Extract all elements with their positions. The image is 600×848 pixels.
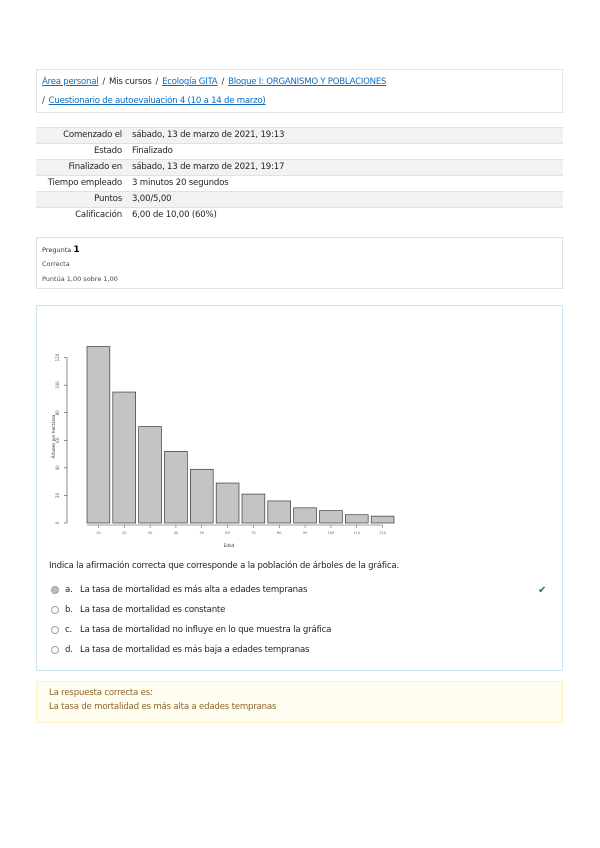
question-number-value: 1 bbox=[73, 245, 80, 255]
answer-text: La tasa de mortalidad es más alta a edades tempranas bbox=[80, 585, 308, 595]
question-number bbox=[42, 245, 80, 255]
summary-value: 6,00 de 10,00 (60%) bbox=[132, 210, 217, 220]
answer-text: La tasa de mortalidad es más baja a edades tempranas bbox=[80, 645, 310, 655]
summary-row bbox=[36, 144, 563, 160]
summary-label: Puntos bbox=[94, 194, 122, 204]
bar bbox=[165, 451, 188, 523]
x-axis-label: Edad bbox=[223, 543, 235, 548]
question-content bbox=[36, 305, 563, 671]
answer-radio[interactable] bbox=[51, 626, 59, 634]
summary-value: 3 minutos 20 segundos bbox=[132, 178, 229, 188]
summary-row bbox=[36, 208, 563, 224]
x-tick-label: 80 bbox=[276, 531, 282, 535]
breadcrumb-home-link[interactable]: Área personal bbox=[42, 77, 99, 87]
summary-value: Finalizado bbox=[132, 146, 173, 156]
breadcrumb-courses: Mis cursos bbox=[109, 77, 152, 87]
y-tick-label: 60 bbox=[55, 437, 60, 443]
summary-row bbox=[36, 192, 563, 208]
x-tick-label: 10 bbox=[96, 531, 101, 535]
breadcrumb-section-link[interactable]: Bloque I: ORGANISMO Y POBLACIONES bbox=[228, 77, 387, 87]
bar bbox=[216, 483, 239, 523]
summary-label: Tiempo empleado bbox=[47, 178, 122, 188]
answer-letter: b. bbox=[65, 605, 73, 615]
survivorship-bar-chart bbox=[41, 320, 401, 560]
answer-letter: c. bbox=[65, 625, 73, 635]
answer-option[interactable] bbox=[51, 585, 307, 595]
question-state: Correcta bbox=[42, 260, 70, 268]
summary-row bbox=[36, 160, 563, 176]
x-tick-label: 110 bbox=[353, 531, 361, 535]
summary-label: Finalizado en bbox=[68, 162, 122, 172]
summary-label: Calificación bbox=[75, 210, 122, 220]
bar bbox=[139, 427, 162, 524]
bar bbox=[345, 515, 368, 523]
x-tick-label: 50 bbox=[199, 531, 205, 535]
summary-row bbox=[36, 176, 563, 192]
x-tick-label: 40 bbox=[173, 531, 179, 535]
breadcrumb-separator: / bbox=[221, 77, 225, 87]
bar bbox=[87, 347, 110, 523]
bar bbox=[113, 392, 136, 523]
answer-option[interactable] bbox=[51, 625, 331, 635]
question-grade: Puntúa 1,00 sobre 1,00 bbox=[42, 275, 118, 283]
answer-option[interactable] bbox=[51, 645, 309, 655]
y-tick-label: 20 bbox=[55, 492, 60, 498]
summary-value: 3,00/5,00 bbox=[132, 194, 172, 204]
question-info bbox=[36, 237, 563, 289]
correct-answer-feedback bbox=[36, 681, 563, 723]
x-tick-label: 60 bbox=[225, 531, 230, 535]
breadcrumb-separator: / bbox=[42, 96, 45, 106]
y-tick-label: 40 bbox=[55, 465, 60, 471]
summary-label: Comenzado el bbox=[63, 130, 122, 140]
x-tick-label: 20 bbox=[121, 531, 127, 535]
y-tick-label: 120 bbox=[55, 353, 60, 362]
bar bbox=[320, 511, 343, 523]
bar bbox=[294, 508, 317, 523]
x-tick-label: 120 bbox=[379, 531, 387, 535]
feedback-title: La respuesta correcta es: bbox=[49, 688, 153, 698]
bar bbox=[242, 494, 265, 523]
breadcrumb-separator: / bbox=[102, 77, 106, 87]
answer-radio[interactable] bbox=[51, 646, 59, 654]
breadcrumb bbox=[36, 69, 563, 113]
x-tick-label: 30 bbox=[147, 531, 153, 535]
breadcrumb-quiz-link[interactable]: Cuestionario de autoevaluación 4 (10 a 14 de marzo) bbox=[48, 96, 266, 106]
answer-letter: a. bbox=[65, 585, 73, 595]
x-tick-label: 90 bbox=[302, 531, 308, 535]
summary-row bbox=[36, 128, 563, 144]
correct-check-icon: ✔ bbox=[538, 585, 547, 596]
attempt-summary-table bbox=[36, 127, 563, 223]
bar bbox=[268, 501, 291, 523]
answer-radio[interactable] bbox=[51, 586, 59, 594]
answer-text: La tasa de mortalidad no influye en lo que muestra la gráfica bbox=[80, 625, 332, 635]
y-tick-label: 80 bbox=[55, 410, 60, 416]
breadcrumb-separator: / bbox=[155, 77, 159, 87]
x-tick-label: 100 bbox=[327, 531, 335, 535]
y-axis-label: Árboles por hectárea bbox=[51, 414, 56, 459]
answer-radio[interactable] bbox=[51, 606, 59, 614]
bar bbox=[190, 469, 213, 523]
feedback-answer: La tasa de mortalidad es más alta a edades tempranas bbox=[49, 702, 277, 712]
y-tick-label: 100 bbox=[55, 381, 60, 389]
summary-value: sábado, 13 de marzo de 2021, 19:13 bbox=[132, 130, 285, 140]
question-text: Indica la afirmación correcta que corresponde a la población de árboles de la gráfica. bbox=[49, 561, 399, 571]
answer-option[interactable] bbox=[51, 605, 225, 615]
summary-value: sábado, 13 de marzo de 2021, 19:17 bbox=[132, 162, 285, 172]
summary-label: Estado bbox=[93, 146, 122, 156]
answer-letter: d. bbox=[65, 645, 73, 655]
answer-text: La tasa de mortalidad es constante bbox=[80, 605, 226, 615]
y-tick-label: 0 bbox=[55, 521, 60, 525]
question-prefix: Pregunta bbox=[42, 246, 72, 254]
x-tick-label: 70 bbox=[251, 531, 256, 535]
bar bbox=[371, 516, 394, 523]
breadcrumb-course-link[interactable]: Ecología GITA bbox=[162, 77, 218, 87]
